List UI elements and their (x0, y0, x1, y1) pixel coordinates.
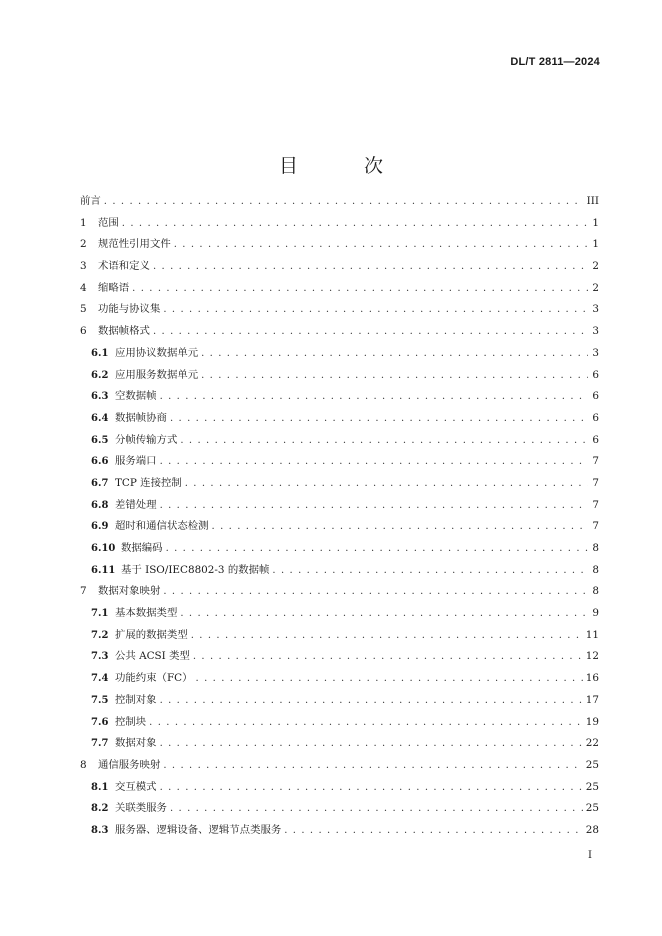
toc-entry[interactable] (80, 279, 599, 301)
toc-entry[interactable] (80, 539, 599, 561)
toc-entry-title[interactable]: 通信服务映射 (98, 758, 161, 771)
toc-entry-title[interactable]: 控制块 (115, 715, 147, 728)
toc-entry-title[interactable]: 公共 ACSI 类型 (115, 650, 190, 663)
toc-dot-leader (170, 413, 588, 424)
toc-entry-title[interactable]: 基于 ISO/IEC8802-3 的数据帧 (121, 563, 270, 576)
toc-entry-number: 7.3 (91, 651, 109, 663)
toc-entry-page[interactable]: 6 (592, 368, 599, 381)
toc-entry[interactable] (80, 496, 599, 518)
toc-entry-title[interactable]: 分帧传输方式 (115, 433, 178, 446)
toc-entry-page[interactable]: 28 (585, 823, 599, 836)
toc-entry-number: 8.3 (91, 824, 109, 836)
toc-entry-title[interactable]: 关联类服务 (115, 802, 167, 815)
toc-dot-leader (153, 261, 588, 272)
toc-dot-leader (284, 825, 583, 836)
toc-entry-title[interactable]: 数据帧格式 (98, 325, 150, 338)
toc-entry-title[interactable]: 范围 (98, 216, 119, 229)
toc-entry[interactable] (80, 192, 599, 214)
toc-entry[interactable] (80, 582, 599, 604)
toc-dot-leader (153, 326, 588, 337)
toc-entry-page[interactable]: 25 (585, 780, 599, 793)
toc-dot-leader (160, 456, 588, 467)
toc-entry-page[interactable]: 6 (592, 433, 599, 446)
toc-dot-leader (272, 565, 588, 576)
toc-dot-leader (149, 717, 583, 728)
toc-entry-number: 6.10 (91, 543, 116, 554)
toc-entry-title[interactable]: 应用服务数据单元 (115, 368, 199, 381)
page-number: I (588, 850, 592, 861)
toc-dot-leader (163, 760, 582, 771)
toc-entry-number: 7.6 (91, 716, 109, 728)
toc-dot-leader (160, 391, 588, 402)
toc-dot-leader (185, 478, 588, 489)
toc-entry-title[interactable]: 服务端口 (115, 455, 157, 468)
toc-dot-leader (163, 586, 588, 597)
toc-entry-title[interactable]: 前言 (80, 195, 101, 207)
toc-entry-title[interactable]: 数据帧协商 (115, 411, 167, 424)
toc-dot-leader (201, 348, 588, 359)
toc-entry-page[interactable]: 7 (592, 455, 599, 468)
toc-entry-page[interactable]: 2 (592, 260, 599, 273)
toc-entry[interactable] (80, 734, 599, 756)
standard-code: DL/T 2811—2024 (510, 56, 600, 68)
toc-dot-leader (191, 630, 583, 641)
toc-entry-number: 6.3 (91, 391, 109, 403)
toc-entry[interactable] (80, 713, 599, 735)
toc-entry-title[interactable]: 功能约束（FC） (115, 672, 193, 685)
toc-entry[interactable] (80, 322, 599, 344)
toc-entry[interactable] (80, 799, 599, 821)
toc-entry[interactable] (80, 626, 599, 648)
toc-entry-number: 7.7 (91, 738, 109, 750)
toc-entry[interactable] (80, 756, 599, 778)
toc-entry-title[interactable]: 规范性引用文件 (98, 238, 171, 251)
toc-entry-title[interactable]: 数据对象 (115, 737, 157, 750)
toc-entry-title[interactable]: TCP 连接控制 (115, 476, 182, 489)
table-of-contents (80, 192, 599, 843)
toc-entry[interactable] (80, 257, 599, 279)
toc-entry-number: 8.2 (91, 803, 109, 815)
toc-entry-title[interactable]: 扩展的数据类型 (115, 628, 188, 641)
toc-entry[interactable] (80, 387, 599, 409)
toc-entry-page[interactable]: 8 (592, 585, 599, 598)
toc-entry-title[interactable]: 缩略语 (98, 281, 130, 294)
toc-entry-title[interactable]: 服务器、逻辑设备、逻辑节点类服务 (115, 823, 282, 836)
toc-entry-number: 8 (80, 758, 87, 771)
toc-entry-page[interactable]: 8 (592, 563, 599, 576)
toc-entry-number: 7.1 (91, 608, 109, 620)
toc-entry-number: 6.1 (91, 347, 109, 359)
toc-entry-number: 2 (80, 238, 87, 251)
toc-entry[interactable] (80, 647, 599, 669)
toc-entry-page[interactable]: 8 (592, 542, 599, 554)
toc-entry-page[interactable]: 7 (592, 498, 599, 511)
toc-entry-title[interactable]: 数据对象映射 (98, 585, 161, 598)
toc-entry-number: 3 (80, 260, 87, 273)
toc-entry-page[interactable]: 25 (585, 802, 599, 815)
toc-entry-number: 7.5 (91, 694, 109, 706)
toc-entry-number: 6.4 (91, 412, 109, 424)
toc-entry-page[interactable]: 19 (585, 715, 599, 728)
toc-entry-title[interactable]: 基本数据类型 (115, 607, 178, 620)
toc-entry[interactable] (80, 474, 599, 496)
toc-entry-title[interactable]: 差错处理 (115, 498, 157, 511)
toc-entry-page[interactable]: 7 (592, 476, 599, 489)
toc-entry-page[interactable]: 7 (592, 520, 599, 533)
toc-entry-title[interactable]: 应用协议数据单元 (115, 346, 199, 359)
toc-entry-page[interactable]: 3 (592, 346, 599, 359)
toc-entry[interactable] (80, 691, 599, 713)
toc-entry-page[interactable]: 2 (592, 281, 599, 294)
toc-entry[interactable] (80, 431, 599, 453)
toc-entry[interactable] (80, 235, 599, 257)
toc-dot-leader (201, 370, 588, 381)
toc-entry-title[interactable]: 数据编码 (121, 542, 163, 554)
toc-entry-number: 4 (80, 281, 87, 294)
toc-entry[interactable] (80, 821, 599, 843)
toc-dot-leader (160, 782, 583, 793)
toc-entry-page[interactable]: 1 (592, 216, 599, 229)
toc-entry-page[interactable]: 17 (585, 693, 599, 706)
toc-entry[interactable] (80, 344, 599, 366)
toc-entry[interactable] (80, 604, 599, 626)
toc-dot-leader (104, 196, 584, 207)
toc-dot-leader (122, 218, 588, 229)
toc-dot-leader (132, 283, 588, 294)
toc-dot-leader (180, 435, 588, 446)
toc-entry-number: 6.8 (91, 499, 109, 511)
toc-entry-page[interactable]: III (586, 195, 599, 207)
toc-entry-number: 6.11 (91, 564, 116, 576)
toc-entry-title[interactable]: 交互模式 (115, 780, 157, 793)
toc-entry-title[interactable]: 超时和通信状态检测 (115, 520, 209, 533)
toc-dot-leader (212, 521, 588, 532)
toc-dot-leader (163, 304, 588, 315)
toc-entry-page[interactable]: 12 (585, 650, 599, 663)
toc-entry-page[interactable]: 1 (592, 238, 599, 251)
toc-entry-title[interactable]: 空数据帧 (115, 390, 157, 403)
toc-entry[interactable] (80, 778, 599, 800)
toc-dot-leader (174, 239, 588, 250)
toc-entry[interactable] (80, 452, 599, 474)
toc-entry-page[interactable]: 25 (585, 758, 599, 771)
toc-entry-number: 6.6 (91, 456, 109, 468)
toc-dot-leader (166, 543, 588, 554)
toc-entry-page[interactable]: 22 (585, 737, 599, 750)
toc-entry-number: 6.5 (91, 434, 109, 446)
toc-entry[interactable] (80, 214, 599, 236)
toc-entry-number: 6.2 (91, 369, 109, 381)
toc-entry-title[interactable]: 功能与协议集 (98, 303, 161, 316)
toc-entry-page[interactable]: 3 (592, 325, 599, 338)
toc-entry-number: 1 (80, 216, 87, 229)
toc-entry-page[interactable]: 6 (592, 390, 599, 403)
toc-entry[interactable] (80, 517, 599, 539)
toc-entry-number: 6.7 (91, 477, 109, 489)
toc-entry-page[interactable]: 6 (592, 411, 599, 424)
toc-dot-leader (193, 651, 583, 662)
toc-entry[interactable] (80, 366, 599, 388)
toc-entry-page[interactable]: 11 (585, 628, 599, 641)
toc-entry-number: 5 (80, 303, 87, 316)
toc-dot-leader (170, 803, 583, 814)
toc-entry-page[interactable]: 16 (585, 672, 599, 685)
toc-entry-page[interactable]: 9 (592, 607, 599, 620)
toc-dot-leader (196, 673, 583, 684)
toc-entry-number: 7 (80, 585, 87, 598)
toc-entry[interactable] (80, 669, 599, 691)
toc-entry-title[interactable]: 控制对象 (115, 693, 157, 706)
toc-dot-leader (160, 738, 583, 749)
toc-dot-leader (180, 608, 588, 619)
toc-entry-number: 7.2 (91, 629, 109, 641)
toc-entry[interactable] (80, 561, 599, 583)
toc-entry-number: 6 (80, 325, 87, 338)
toc-dot-leader (160, 500, 588, 511)
toc-entry-number: 7.4 (91, 673, 109, 685)
toc-entry[interactable] (80, 300, 599, 322)
toc-entry-title[interactable]: 术语和定义 (98, 260, 150, 273)
toc-entry[interactable] (80, 409, 599, 431)
page-title: 目 次 (278, 154, 414, 177)
toc-entry-number: 6.9 (91, 521, 109, 533)
toc-dot-leader (160, 695, 583, 706)
toc-entry-number: 8.1 (91, 781, 109, 793)
toc-entry-page[interactable]: 3 (592, 303, 599, 316)
